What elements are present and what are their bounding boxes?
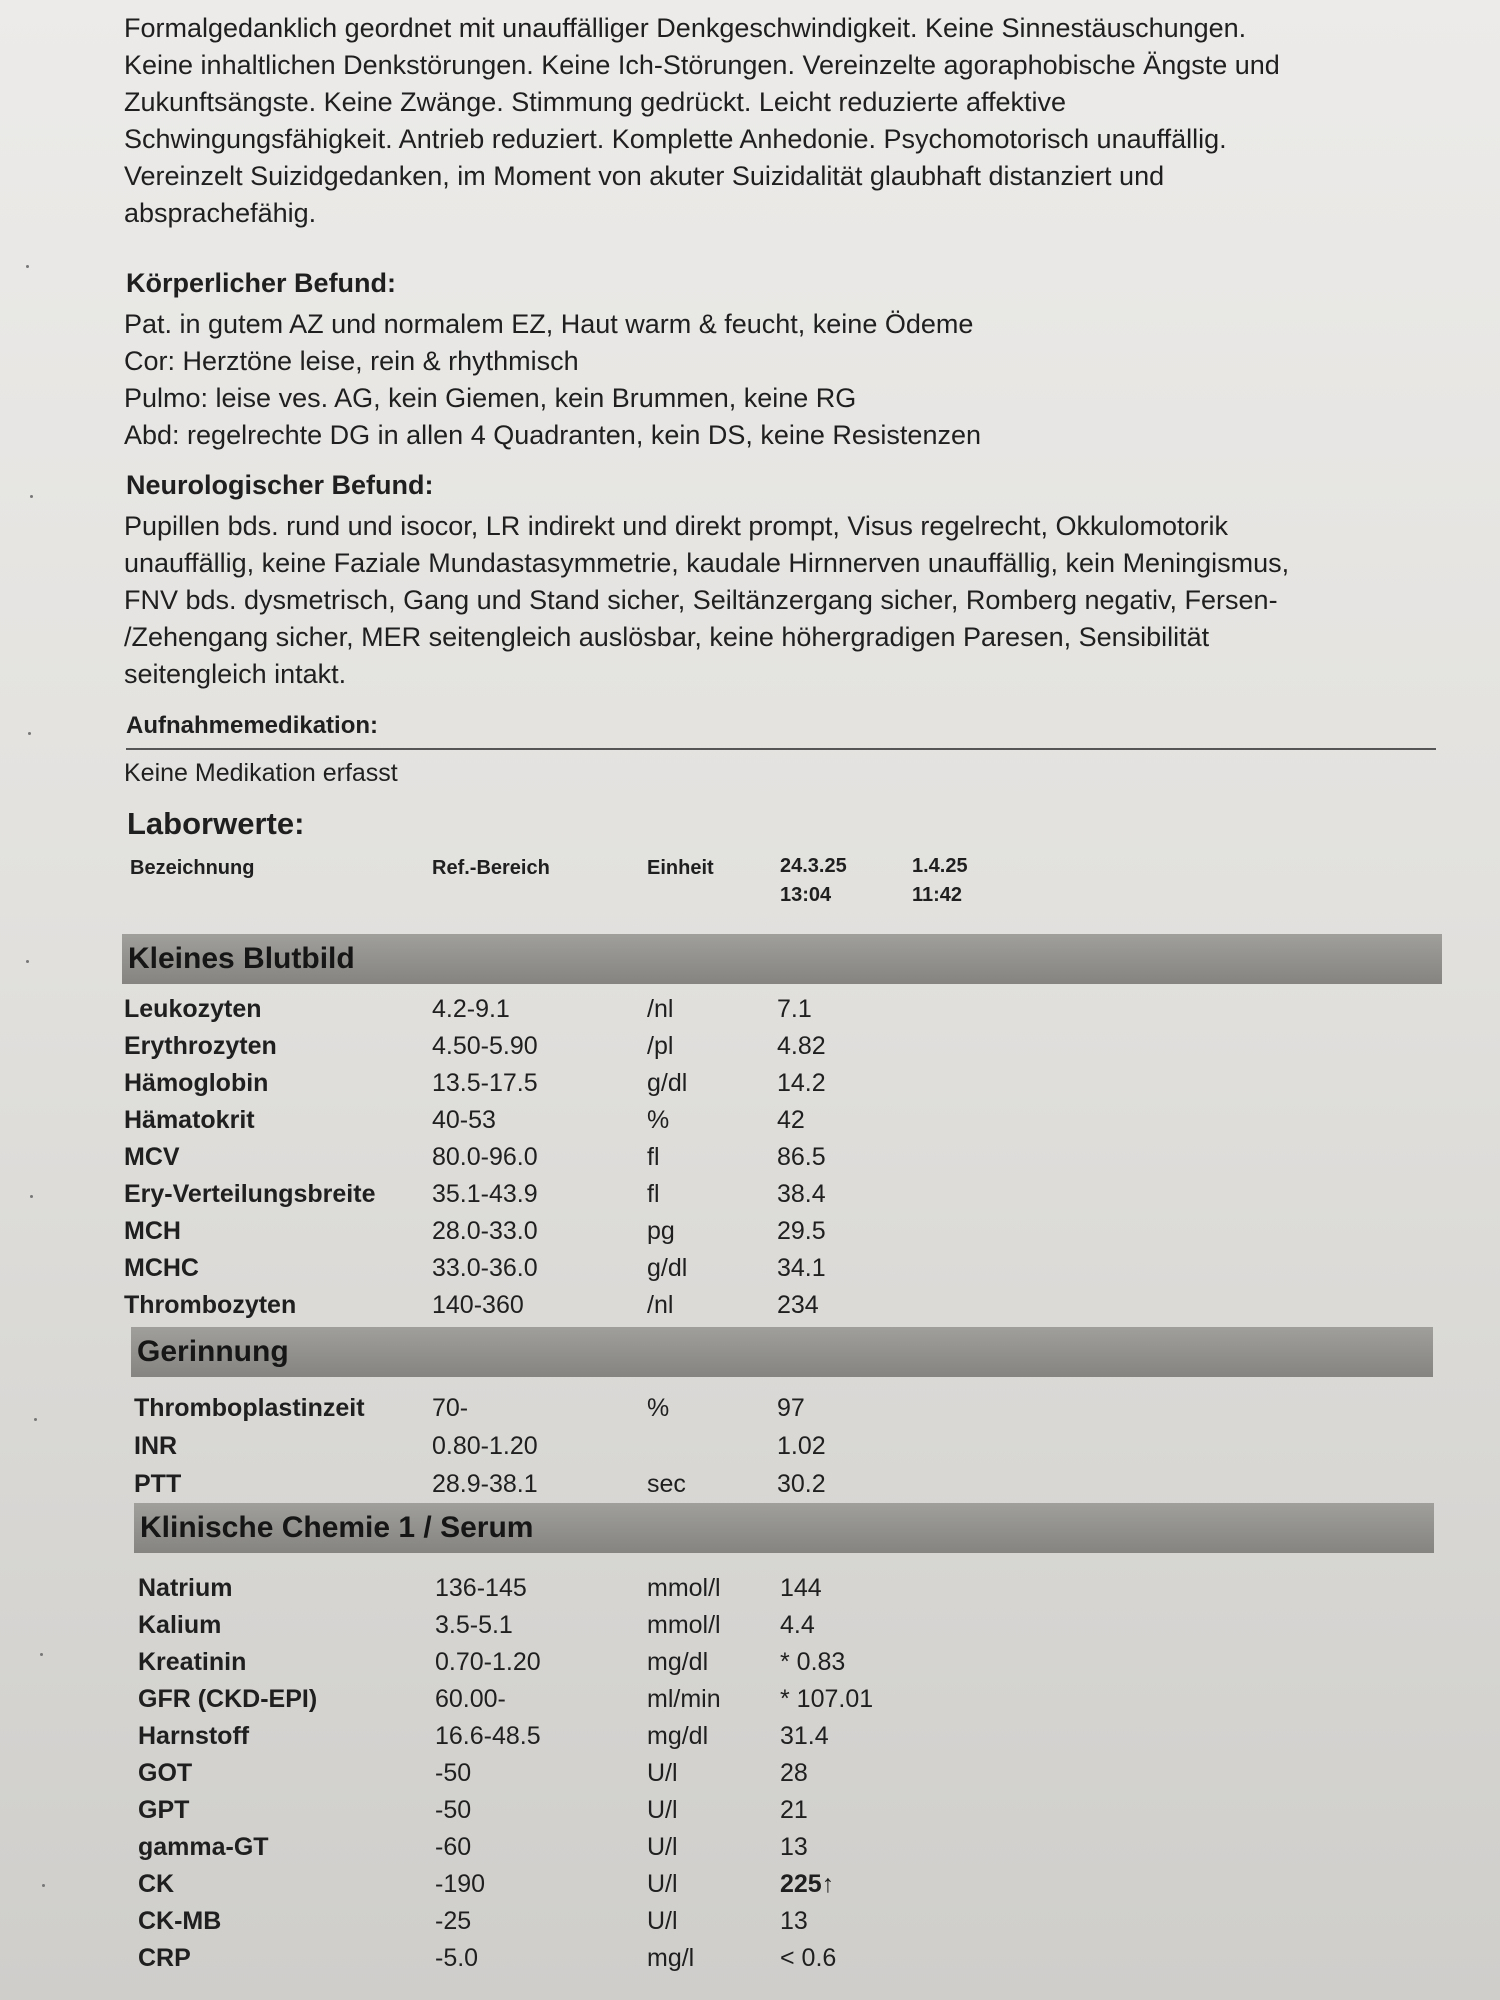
lab-unit: g/dl: [647, 1069, 688, 1097]
lab-name: Natrium: [138, 1574, 233, 1602]
lab-ref-range: 140-360: [432, 1291, 524, 1319]
lab-name: MCH: [124, 1217, 181, 1245]
befund-line: /Zehengang sicher, MER seitengleich auslösbar, keine höhergradigen Paresen, Sensibilität: [124, 622, 1210, 652]
column-header-date-1: [780, 852, 847, 910]
lab-value: 30.2: [777, 1470, 826, 1498]
lab-ref-range: 40-53: [432, 1106, 496, 1134]
lab-name: GOT: [138, 1759, 193, 1787]
lab-value: < 0.6: [780, 1944, 837, 1972]
lab-value: 97: [777, 1394, 805, 1422]
lab-name: gamma-GT: [138, 1833, 269, 1861]
lab-name: Hämatokrit: [124, 1106, 255, 1134]
lab-name: MCHC: [124, 1254, 199, 1282]
lab-value: 7.1: [777, 995, 812, 1023]
lab-value: * 0.83: [780, 1648, 846, 1676]
lab-ref-range: 28.9-38.1: [432, 1470, 538, 1498]
lab-unit: mg/l: [647, 1944, 695, 1972]
lab-name: Kreatinin: [138, 1648, 247, 1676]
lab-unit: U/l: [647, 1759, 678, 1787]
befund-line: seitengleich intakt.: [124, 659, 347, 689]
lab-unit: mg/dl: [647, 1722, 709, 1750]
lab-value: 234: [777, 1291, 819, 1319]
lab-unit: /nl: [647, 995, 674, 1023]
lab-unit: /nl: [647, 1291, 674, 1319]
lab-value: 34.1: [777, 1254, 826, 1282]
section-header-kleines-blutbild: Kleines Blutbild: [122, 934, 1442, 984]
paper-speck: [26, 265, 29, 268]
lab-value: 14.2: [777, 1069, 826, 1097]
aufnahmemedikation-heading: Aufnahmemedikation:: [126, 712, 379, 739]
befund-line: Pupillen bds. rund und isocor, LR indirekt und direkt prompt, Visus regelrecht, Okkulomotorik: [124, 511, 1229, 541]
lab-unit: U/l: [647, 1870, 678, 1898]
lab-name: Hämoglobin: [124, 1069, 269, 1097]
lab-unit: g/dl: [647, 1254, 688, 1282]
section-header-gerinnung: Gerinnung: [131, 1327, 1433, 1377]
lab-row: [0, 991, 1500, 1028]
date-label: 1.4.25: [912, 855, 968, 877]
lab-row: [0, 1213, 1500, 1250]
lab-ref-range: 70-: [432, 1394, 469, 1422]
lab-row: [0, 1755, 1500, 1792]
lab-ref-range: 3.5-5.1: [435, 1611, 513, 1639]
paper-speck: [40, 1653, 43, 1656]
lab-value: 13: [780, 1833, 808, 1861]
lab-value-flagged-high: 225↑: [780, 1870, 835, 1898]
lab-unit: sec: [647, 1470, 686, 1498]
lab-ref-range: 16.6-48.5: [435, 1722, 541, 1750]
lab-ref-range: 4.50-5.90: [432, 1032, 538, 1060]
psych-line: Zukunftsängste. Keine Zwänge. Stimmung gedrückt. Leicht reduzierte affektive: [124, 87, 1067, 117]
lab-unit: U/l: [647, 1796, 678, 1824]
lab-unit: U/l: [647, 1907, 678, 1935]
neurologischer-befund-heading: Neurologischer Befund:: [126, 470, 434, 500]
lab-name: CK: [138, 1870, 175, 1898]
lab-row: [0, 1287, 1500, 1324]
lab-ref-range: 13.5-17.5: [432, 1069, 538, 1097]
lab-name: CRP: [138, 1944, 191, 1972]
lab-name: PTT: [134, 1470, 182, 1498]
lab-ref-range: -25: [435, 1907, 472, 1935]
lab-ref-range: 80.0-96.0: [432, 1143, 538, 1171]
lab-row: [0, 1940, 1500, 1977]
lab-row: [0, 1028, 1500, 1065]
lab-value: 38.4: [777, 1180, 826, 1208]
lab-row: [0, 1903, 1500, 1940]
lab-name: Ery-Verteilungsbreite: [124, 1180, 376, 1208]
time-label: 13:04: [780, 884, 832, 906]
column-header-name: Bezeichnung: [130, 857, 255, 879]
lab-ref-range: -50: [435, 1759, 472, 1787]
befund-line: unauffällig, keine Faziale Mundastasymmetrie, kaudale Hirnnerven unauffällig, kein Meningismus,: [124, 548, 1290, 578]
lab-name: CK-MB: [138, 1907, 222, 1935]
psych-line: absprachefähig.: [124, 198, 317, 228]
lab-ref-range: 0.80-1.20: [432, 1432, 538, 1460]
befund-line: FNV bds. dysmetrisch, Gang und Stand sicher, Seiltänzergang sicher, Romberg negativ, Fersen-: [124, 585, 1278, 615]
lab-value: 86.5: [777, 1143, 826, 1171]
paper-speck: [42, 1884, 45, 1887]
lab-ref-range: -5.0: [435, 1944, 479, 1972]
lab-row: [0, 1428, 1500, 1465]
lab-name: GPT: [138, 1796, 190, 1824]
lab-row: [0, 1176, 1500, 1213]
lab-unit: %: [647, 1106, 670, 1134]
lab-name: MCV: [124, 1143, 180, 1171]
lab-ref-range: 28.0-33.0: [432, 1217, 538, 1245]
lab-value: 13: [780, 1907, 808, 1935]
lab-ref-range: -190: [435, 1870, 486, 1898]
lab-value: 42: [777, 1106, 805, 1134]
lab-unit: fl: [647, 1143, 660, 1171]
lab-value: 4.82: [777, 1032, 826, 1060]
lab-row: [0, 1644, 1500, 1681]
paper-speck: [26, 960, 29, 963]
lab-row: [0, 1065, 1500, 1102]
column-header-date-2: [912, 852, 968, 910]
laborwerte-title: Laborwerte:: [127, 806, 305, 841]
psych-line: Keine inhaltlichen Denkstörungen. Keine Ich-Störungen. Vereinzelte agoraphobische Ängste und: [124, 50, 1280, 80]
lab-unit: mg/dl: [647, 1648, 709, 1676]
lab-row: [0, 1250, 1500, 1287]
column-header-ref: Ref.-Bereich: [432, 857, 550, 879]
lab-row: [0, 1570, 1500, 1607]
paper-speck: [30, 1195, 33, 1198]
lab-ref-range: 4.2-9.1: [432, 995, 510, 1023]
lab-row: [0, 1607, 1500, 1644]
divider-line: [126, 748, 1436, 750]
lab-ref-range: 60.00-: [435, 1685, 506, 1713]
lab-row: [0, 1866, 1500, 1903]
lab-name: Thromboplastinzeit: [134, 1394, 365, 1422]
lab-value: 28: [780, 1759, 808, 1787]
lab-name: Leukozyten: [124, 995, 262, 1023]
lab-name: Thrombozyten: [124, 1291, 297, 1319]
section-header-klinische-chemie: Klinische Chemie 1 / Serum: [134, 1503, 1434, 1553]
lab-name: Harnstoff: [138, 1722, 250, 1750]
lab-value: 21: [780, 1796, 808, 1824]
lab-unit: U/l: [647, 1833, 678, 1861]
koerperlicher-befund-heading: Körperlicher Befund:: [126, 268, 397, 298]
lab-ref-range: 35.1-43.9: [432, 1180, 538, 1208]
lab-row: [0, 1139, 1500, 1176]
lab-row: [0, 1102, 1500, 1139]
column-header-unit: Einheit: [647, 857, 714, 879]
time-label: 11:42: [912, 884, 963, 906]
lab-value: 144: [780, 1574, 822, 1602]
paper-speck: [34, 1418, 37, 1421]
lab-unit: /pl: [647, 1032, 674, 1060]
psych-line: Formalgedanklich geordnet mit unauffälliger Denkgeschwindigkeit. Keine Sinnestäuschungen.: [124, 13, 1247, 43]
lab-unit: mmol/l: [647, 1611, 721, 1639]
befund-line: Abd: regelrechte DG in allen 4 Quadranten, kein DS, keine Resistenzen: [124, 420, 981, 450]
lab-value: 29.5: [777, 1217, 826, 1245]
lab-unit: mmol/l: [647, 1574, 721, 1602]
lab-unit: pg: [647, 1217, 675, 1245]
paper-speck: [28, 732, 31, 735]
lab-name: GFR (CKD-EPI): [138, 1685, 318, 1713]
lab-row: [0, 1829, 1500, 1866]
lab-unit: ml/min: [647, 1685, 721, 1713]
lab-ref-range: 136-145: [435, 1574, 527, 1602]
psych-line: Schwingungsfähigkeit. Antrieb reduziert. Komplette Anhedonie. Psychomotorisch unauffällig.: [124, 124, 1227, 154]
lab-ref-range: 0.70-1.20: [435, 1648, 541, 1676]
lab-value: 4.4: [780, 1611, 815, 1639]
lab-row: [0, 1792, 1500, 1829]
lab-value: 31.4: [780, 1722, 829, 1750]
aufnahmemedikation-text: Keine Medikation erfasst: [124, 759, 398, 787]
lab-row: [0, 1681, 1500, 1718]
lab-row: [0, 1390, 1500, 1427]
lab-row: [0, 1466, 1500, 1503]
paper-speck: [30, 495, 33, 498]
lab-value: * 107.01: [780, 1685, 874, 1713]
lab-row: [0, 1718, 1500, 1755]
lab-unit: fl: [647, 1180, 660, 1208]
lab-ref-range: -60: [435, 1833, 472, 1861]
lab-ref-range: 33.0-36.0: [432, 1254, 538, 1282]
neurologischer-befund-text: [124, 508, 1424, 693]
date-label: 24.3.25: [780, 855, 847, 877]
lab-value: 1.02: [777, 1432, 826, 1460]
befund-line: Pat. in gutem AZ und normalem EZ, Haut warm & feucht, keine Ödeme: [124, 309, 974, 339]
lab-name: Kalium: [138, 1611, 222, 1639]
befund-line: Cor: Herztöne leise, rein & rhythmisch: [124, 346, 579, 376]
lab-unit: %: [647, 1394, 670, 1422]
befund-line: Pulmo: leise ves. AG, kein Giemen, kein Brummen, keine RG: [124, 383, 857, 413]
lab-ref-range: -50: [435, 1796, 472, 1824]
koerperlicher-befund-text: [124, 306, 1424, 454]
lab-name: Erythrozyten: [124, 1032, 277, 1060]
psych-line: Vereinzelt Suizidgedanken, im Moment von akuter Suizidalität glaubhaft distanziert und: [124, 161, 1165, 191]
lab-name: INR: [134, 1432, 178, 1460]
psych-findings-paragraph: [124, 10, 1424, 232]
